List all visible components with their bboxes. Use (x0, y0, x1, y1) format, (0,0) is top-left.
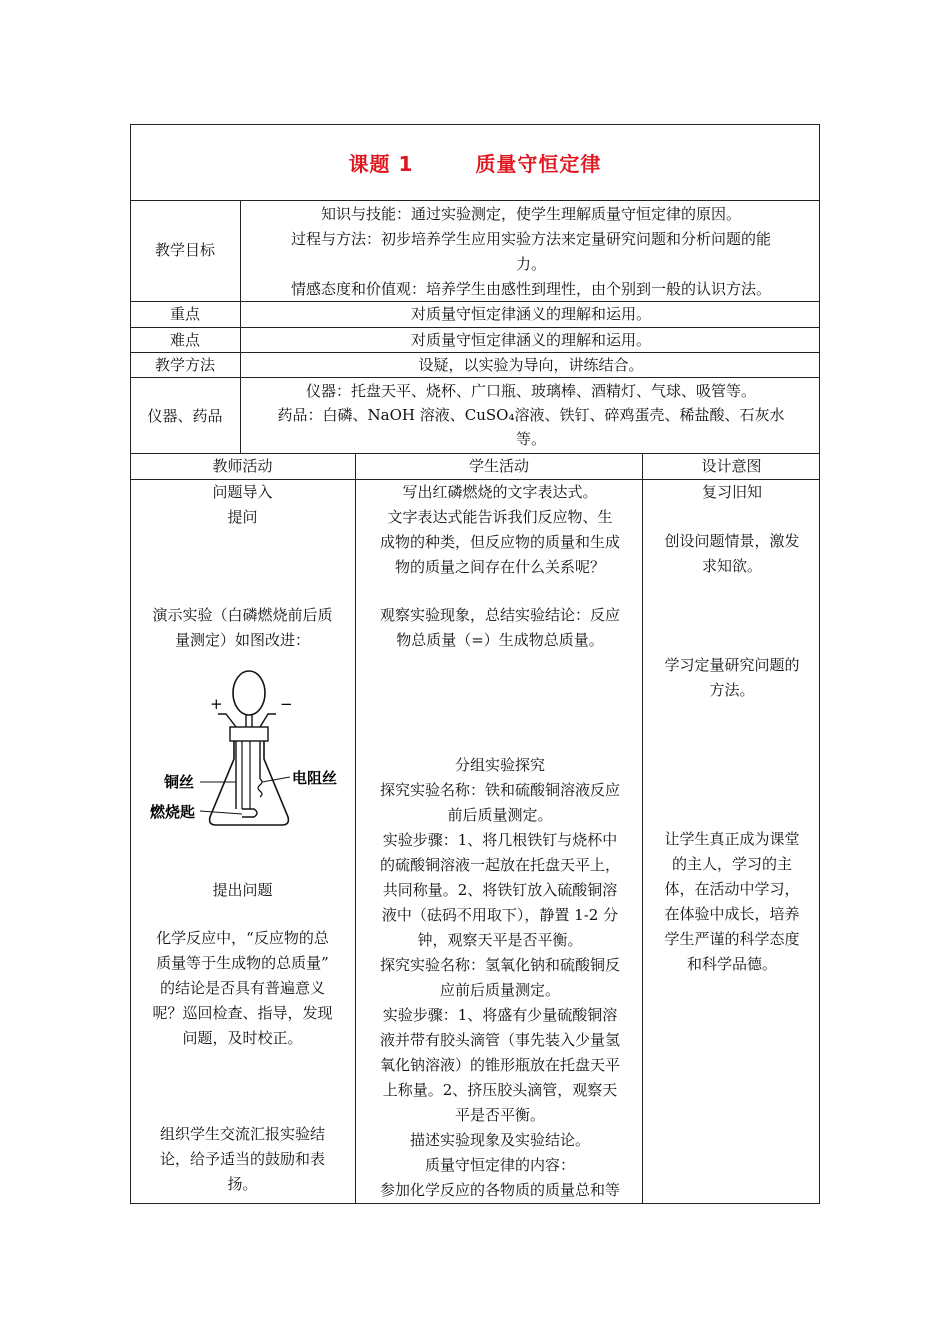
label-resistor-wire: 电阻丝 (292, 769, 338, 787)
design-line: 让学生真正成为课堂 (664, 830, 800, 848)
student-line: 实验步骤：1、将盛有少量硫酸铜溶 (382, 1006, 618, 1024)
student-line: 实验步骤：1、将几根铁钉与烧杯中 (382, 831, 618, 849)
student-line: 前后质量测定。 (447, 806, 553, 824)
teacher-question (134, 926, 351, 1051)
design-line: 和科学品德。 (686, 955, 777, 973)
label-spoon: 燃烧匙 (150, 803, 196, 821)
teacher-question-line: 化学反应中，“反应物的总 (156, 929, 329, 947)
plus-sign: + (210, 695, 223, 713)
col-divider (355, 453, 356, 1204)
teacher-demo-line: 演示实验（白磷燃烧前后质 (152, 606, 333, 624)
teacher-column (134, 480, 351, 530)
design-line: 的主人，学习的主 (671, 855, 792, 873)
student-line: 分组实验探究 (454, 756, 545, 774)
objective-line: 力。 (515, 255, 546, 273)
design-create (646, 529, 818, 579)
page-title (130, 148, 820, 177)
student-line: 钟，观察天平是否平衡。 (417, 931, 583, 949)
key-point-text: 对质量守恒定律涵义的理解和运用。 (410, 305, 651, 323)
teacher-demo (134, 603, 351, 653)
label-copper-wire: 铜丝 (164, 773, 195, 791)
materials-label: 仪器、药品 (147, 407, 223, 425)
teacher-question-line: 的结论是否具有普遍意义 (159, 979, 325, 997)
design-line: 学生严谨的科学态度 (664, 930, 800, 948)
student-line: 共同称量。2、将铁钉放入硫酸铜溶 (382, 881, 618, 899)
student-block-2 (360, 603, 640, 653)
header-teacher: 教师活动 (212, 457, 273, 475)
student-block-1 (360, 480, 640, 580)
design-review: 复习旧知 (701, 483, 762, 501)
student-block-3 (360, 753, 640, 1203)
student-line: 氧化钠溶液）的锥形瓶放在托盘天平 (379, 1056, 620, 1074)
student-line: 参加化学反应的各物质的质量总和等 (379, 1181, 620, 1199)
method-label: 教学方法 (154, 356, 215, 374)
key-point-label: 重点 (169, 305, 200, 323)
spoon-shape (242, 809, 257, 817)
teacher-organize (134, 1122, 351, 1197)
teacher-question-line: 质量等于生成物的总质量” (156, 954, 329, 972)
design-learn (646, 653, 818, 703)
student-line: 上称量。2、挤压胶头滴管，观察天 (382, 1081, 618, 1099)
objective-line: 知识与技能：通过实验测定，使学生理解质量守恒定律的原因。 (320, 205, 741, 223)
teacher-raise: 提出问题 (212, 881, 273, 899)
objective-line: 情感态度和价值观：培养学生由感性到理性，由个别到一般的认识方法。 (290, 280, 771, 298)
student-line: 物总质量（=）生成物总质量。 (396, 631, 604, 649)
student-line: 文字表达式能告诉我们反应物、生 (387, 508, 613, 526)
design-subject (646, 827, 818, 977)
student-line: 平是否平衡。 (454, 1106, 545, 1124)
header-student: 学生活动 (468, 457, 529, 475)
objective-line: 过程与方法：初步培养学生应用实验方法来定量研究问题和分析问题的能 (290, 230, 771, 248)
stopper (230, 727, 268, 741)
title-name: 质量守恒定律 (475, 152, 602, 176)
difficulty-label: 难点 (169, 331, 200, 349)
header-design: 设计意图 (701, 457, 762, 475)
student-line: 描述实验现象及实验结论。 (409, 1131, 590, 1149)
title-number: 课题 1 (348, 152, 414, 176)
design-line: 求知欲。 (701, 557, 762, 575)
student-line: 观察实验现象，总结实验结论：反应 (379, 606, 620, 624)
student-line: 写出红磷燃烧的文字表达式。 (402, 483, 598, 501)
design-line: 在体验中成长，培养 (664, 905, 800, 923)
student-line: 质量守恒定律的内容： (424, 1156, 575, 1174)
materials-line: 等。 (515, 430, 546, 448)
student-line: 液中（砝码不用取下），静置 1-2 分 (381, 906, 619, 924)
balloon-shape (233, 671, 265, 715)
teacher-organize-line: 组织学生交流汇报实验结 (159, 1125, 325, 1143)
teacher-question-line: 问题，及时校正。 (182, 1029, 303, 1047)
row-divider (130, 200, 820, 201)
teacher-organize-line: 论，给予适当的鼓励和表 (159, 1150, 325, 1168)
minus-sign: − (280, 695, 293, 713)
materials-text (242, 379, 820, 451)
student-line: 成物的种类，但反应物的质量和生成 (379, 533, 620, 551)
row-divider (130, 377, 820, 378)
col-divider (642, 453, 643, 1204)
objectives-text (242, 202, 820, 302)
teacher-intro: 问题导入 (212, 483, 273, 501)
student-line: 液并带有胶头滴管（事先装入少量氢 (379, 1031, 620, 1049)
materials-line: 药品：白磷、NaOH 溶液、CuSO₄溶液、铁钉、碎鸡蛋壳、稀盐酸、石灰水 (277, 406, 785, 424)
teacher-demo-line: 量测定）如图改进： (174, 631, 310, 649)
design-line: 创设问题情景，激发 (664, 532, 800, 550)
lesson-plan-table (130, 124, 820, 1204)
teacher-question-line: 呢？巡回检查、指导，发现 (152, 1004, 333, 1022)
student-line: 探究实验名称：铁和硫酸铜溶液反应 (379, 781, 620, 799)
design-line: 体，在活动中学习， (664, 880, 800, 898)
student-line: 探究实验名称：氢氧化钠和硫酸铜反 (379, 956, 620, 974)
teacher-ask: 提问 (227, 508, 258, 526)
student-line: 的硫酸铜溶液一起放在托盘天平上， (379, 856, 620, 874)
col-divider (240, 200, 241, 453)
teacher-organize-line: 扬。 (227, 1175, 258, 1193)
student-line: 物的质量之间存在什么关系呢？ (394, 558, 605, 576)
difficulty-text: 对质量守恒定律涵义的理解和运用。 (410, 331, 651, 349)
design-line: 方法。 (709, 681, 755, 699)
student-line: 应前后质量测定。 (439, 981, 560, 999)
design-line: 学习定量研究问题的 (664, 656, 800, 674)
apparatus-diagram (150, 659, 350, 834)
method-text: 设疑，以实验为导向，讲练结合。 (418, 356, 644, 374)
materials-line: 仪器：托盘天平、烧杯、广口瓶、玻璃棒、酒精灯、气球、吸管等。 (305, 382, 756, 400)
objectives-label: 教学目标 (154, 241, 215, 259)
